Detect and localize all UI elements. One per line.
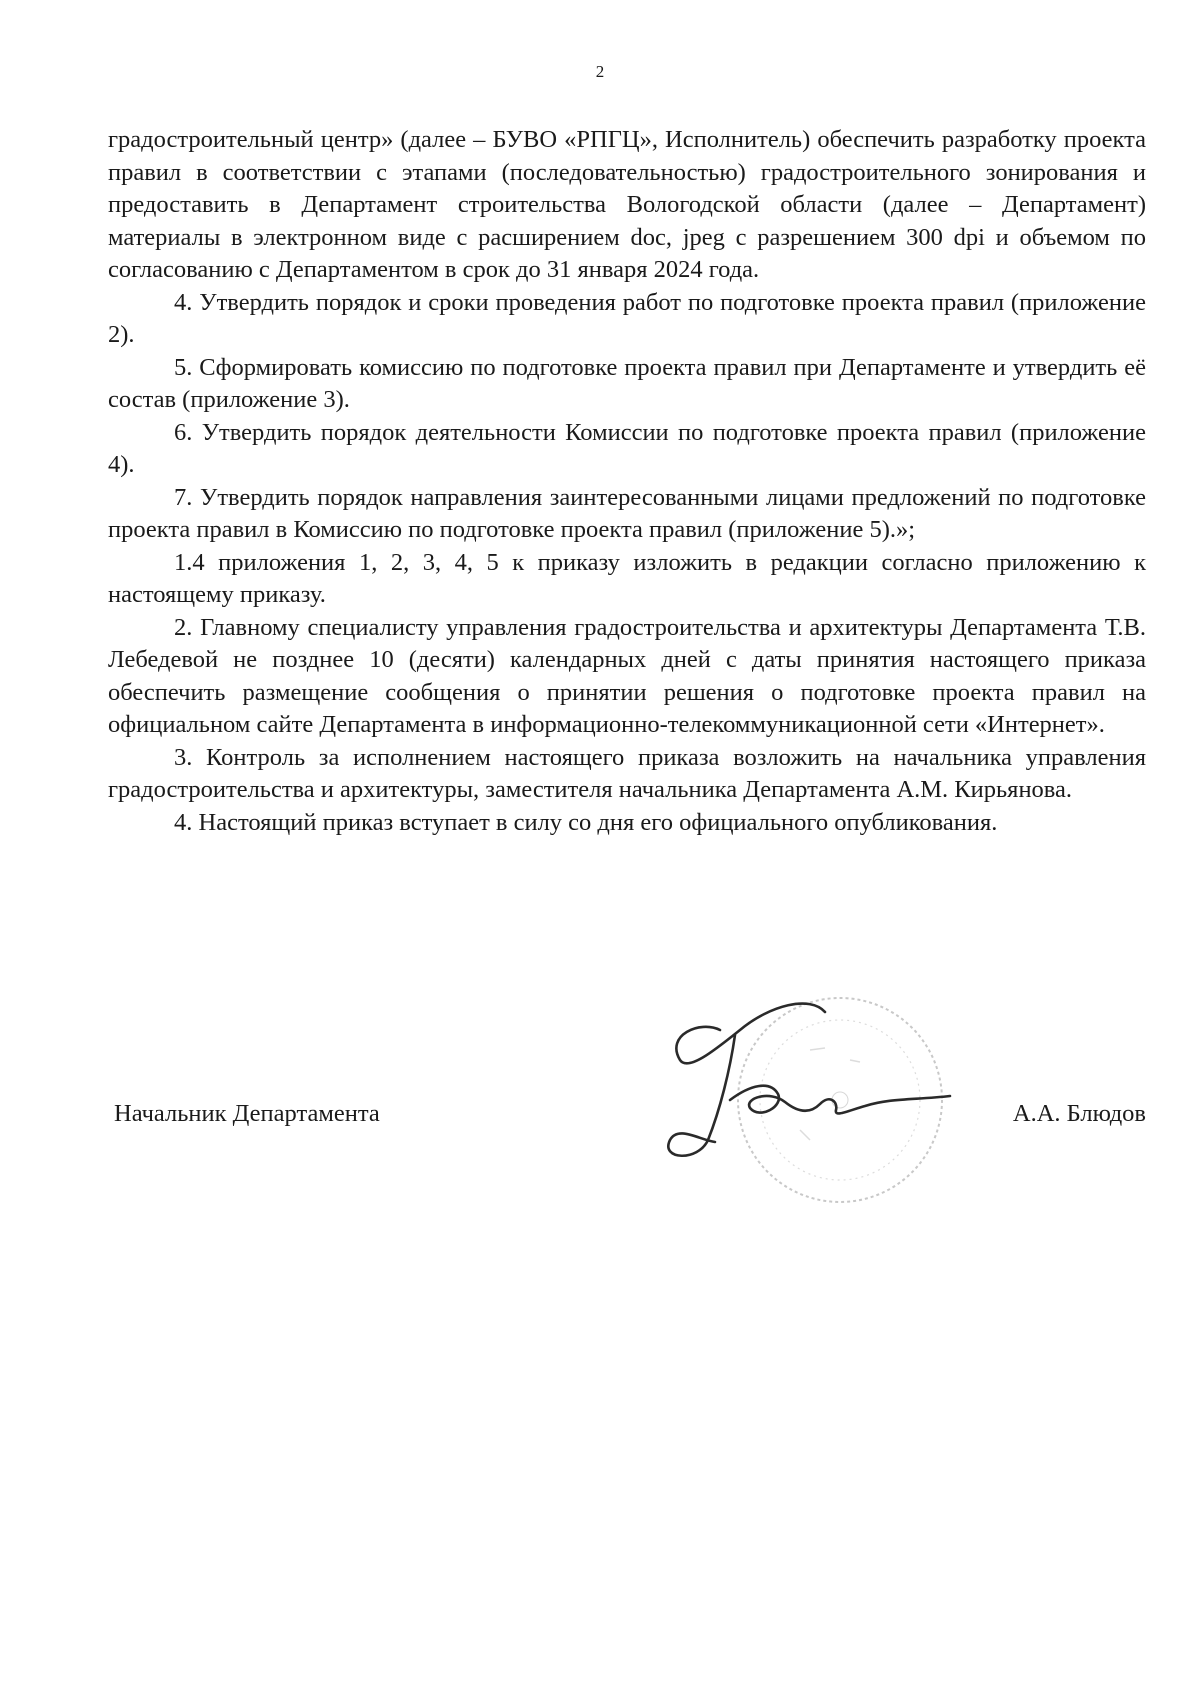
paragraph-continuation: градостроительный центр» (далее – БУВО «РПГЦ», Исполнитель) обеспечить разработку проекта правил в соответствии с этапами (последовательностью) градостроительного зонирования и предоставить в Департамент строительства Вологодской области (далее – Департамент) материалы в электронном виде с расширением doc, jpeg с разрешением 300 dpi и объемом по согласованию с Департаментом в срок до 31 января 2024 года.: [108, 126, 1146, 283]
paragraph-clause-1-4: 1.4 приложения 1, 2, 3, 4, 5 к приказу изложить в редакции согласно приложению к настоящему приказу.: [108, 548, 1146, 608]
document-body: [108, 124, 1146, 839]
paragraph-clause-2: 2. Главному специалисту управления градостроительства и архитектуры Департамента Т.В. Лебедевой не позднее 10 (десяти) календарных дней с даты принятия настоящего приказа обеспечить размещение сообщения о принятии решения о подготовке проекта правил на официальном сайте Департамента в информационно-телекоммуникационной сети «Интернет».: [108, 613, 1146, 738]
paragraph-clause-4: 4. Настоящий приказ вступает в силу со дня его официального опубликования.: [174, 808, 998, 836]
signer-title: Начальник Департамента: [114, 1100, 380, 1127]
paragraph-item-5: 5. Сформировать комиссию по подготовке проекта правил при Департаменте и утвердить её состав (приложение 3).: [108, 353, 1146, 413]
paragraph-clause-3: 3. Контроль за исполнением настоящего приказа возложить на начальника управления градостроительства и архитектуры, заместителя начальника Департамента А.М. Кирьянова.: [108, 743, 1146, 803]
signature-block: [108, 1100, 1146, 1140]
page-number: 2: [595, 62, 605, 81]
paragraph-item-4: 4. Утвердить порядок и сроки проведения работ по подготовке проекта правил (приложение 2).: [108, 288, 1146, 348]
paragraph-item-6: 6. Утвердить порядок деятельности Комиссии по подготовке проекта правил (приложение 4).: [108, 418, 1146, 478]
paragraph-item-7: 7. Утвердить порядок направления заинтересованными лицами предложений по подготовке проекта правил в Комиссию по подготовке проекта правил (приложение 5).»;: [108, 483, 1146, 543]
signer-name: А.А. Блюдов: [1012, 1100, 1146, 1127]
